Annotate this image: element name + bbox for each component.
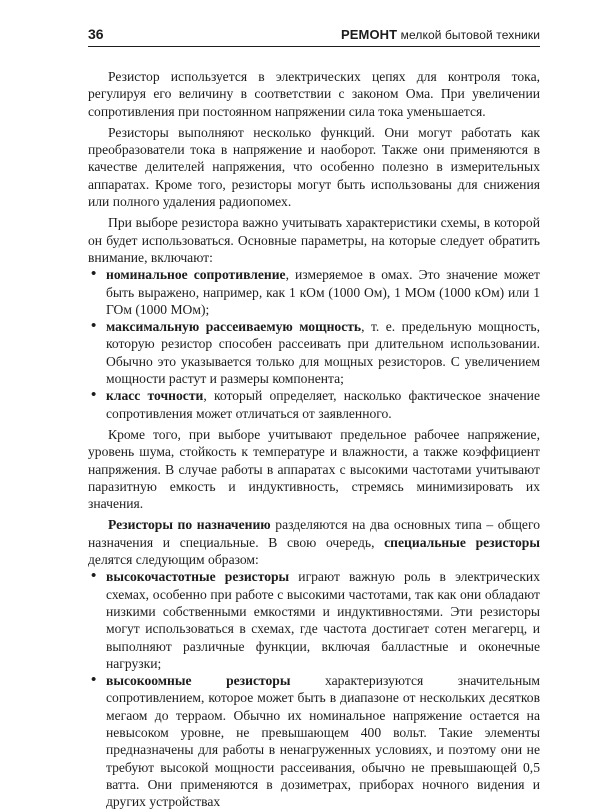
parameters-list [88, 266, 540, 422]
paragraph-5 [88, 516, 540, 568]
body-text [88, 68, 540, 810]
paragraph-4: Кроме того, при выборе учитывают предельное рабочее напряжение, уровень шума, стойкость к температуре и влажности, а также коэффициент напряжения. В случае работы в аппаратах с высокими частотами учитывают паразитную емкость и индуктивность, стремясь минимизировать их значения. [88, 426, 540, 512]
list-item-text: играют важную роль в электрических схемах, особенно при работе с высокими частотами, так как они обладают низкими собственными емкостями и индуктивностями. Эти резисторы могут использоваться в схемах, где частота достигает сотен мегагерц, и выполняют различные функции, включая балластные и оконечные нагрузки; [106, 569, 540, 671]
list-item-text: характеризуются значительным сопротивлением, которое может быть в диапазоне от нескольких десятков мегаом до терраом. Обычно их номинальное напряжение остается на невысоком уровне, не превышающем 400 вольт. Такие элементы предназначены для работы в ненагруженных условиях, и поэтому они не требуют высокой мощности рассеивания, обычно не превышающей 0,5 ватта. Они применяются в дозиметрах, приборах ночного видения и других устройствах [106, 673, 540, 810]
list-item [88, 266, 540, 318]
running-title-rest: мелкой бытовой техники [397, 28, 540, 42]
page-number: 36 [88, 26, 104, 42]
header-rule [88, 46, 540, 47]
running-header [88, 0, 540, 48]
list-item [88, 387, 540, 422]
list-item-term: высокочастотные резисторы [106, 569, 290, 585]
running-title-bold: РЕМОНТ [340, 27, 398, 42]
term-special-resistors: специальные резисторы [384, 534, 540, 550]
list-item-text: , т. е. предельную мощность, которую резистор способен рассеивать при длительном использовании. Обычно это указывается только для мощных резисторов. С увеличением мощности растут и размеры компонента; [106, 319, 540, 387]
bullet-icon: • [91, 266, 97, 283]
paragraph-5-text-1: разделяются на два основных типа – общего назначения и специальные. В свою очередь, [88, 517, 541, 550]
paragraph-5-text-2: делятся следующим образом: [88, 552, 259, 568]
list-item-term: высокоомные резисторы [106, 673, 291, 689]
list-item-term: номинальное сопротивление [106, 267, 286, 283]
bullet-icon: • [91, 672, 97, 689]
list-item-term: класс точности [106, 388, 204, 404]
bullet-icon: • [91, 318, 97, 335]
bullet-icon: • [91, 568, 97, 585]
list-item-text: , который определяет, насколько фактическое значение сопротивления может отличаться от заявленного. [106, 388, 540, 421]
list-item [88, 672, 540, 810]
paragraph-2: Резисторы выполняют несколько функций. Они могут работать как преобразователи тока в напряжение и наоборот. Также они применяются в качестве делителей напряжения, что особенно полезно в измерительных аппаратах. Кроме того, резисторы могут быть использованы для снижения или полного удаления радиопомех. [88, 124, 540, 210]
running-title [341, 27, 540, 42]
list-item-text: , измеряемое в омах. Это значение может быть выражено, например, как 1 кОм (1000 Ом), 1 МОм (1000 кОм) или 1 ГОм (1000 МОм); [106, 267, 540, 317]
term-by-purpose: Резисторы по назначению [108, 517, 271, 533]
paragraph-1: Резистор используется в электрических цепях для контроля тока, регулируя его величину в соответствии с законом Ома. При увеличении сопротивления при постоянном напряжении сила тока уменьшается. [88, 69, 540, 119]
paragraph-3: При выборе резистора важно учитывать характеристики схемы, в которой он будет использоваться. Основные параметры, на которые следует обратить внимание, включают: [88, 215, 540, 265]
bullet-icon: • [91, 387, 97, 404]
list-item [88, 568, 540, 672]
list-item [88, 318, 540, 387]
list-item-term: максимальную рассеиваемую мощность [106, 319, 362, 335]
special-resistors-list [88, 568, 540, 810]
